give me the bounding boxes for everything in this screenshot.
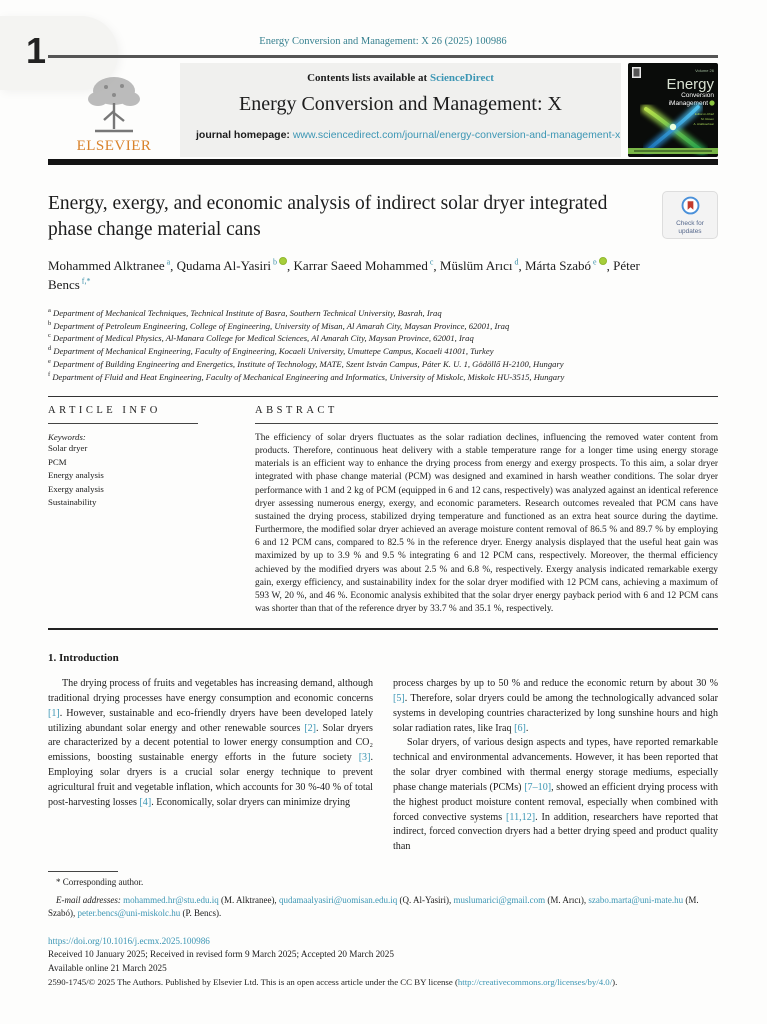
contents-line bbox=[307, 72, 494, 84]
journal-cover[interactable] bbox=[628, 63, 718, 157]
section-heading-introduction: 1. Introduction bbox=[48, 652, 119, 665]
keyword-item: Exergy analysis bbox=[48, 483, 104, 494]
journal-reference: Energy Conversion and Management: X 26 (2025) 100986 bbox=[259, 36, 507, 47]
email-addresses: E-mail addresses: mohammed.hr@stu.edu.iq (M. Alktranee), qudamaalyasiri@uomisan.edu.iq (Q. Al-Yasiri), muslumarici@gmail.com (M. Arıcı), szabo.marta@uni-mate.hu (M. Szabó), peter.bencs@uni-miskolc.hu (P. Bencs). bbox=[48, 894, 699, 919]
footnote-rule bbox=[48, 871, 118, 872]
inline-link[interactable]: http://creativecommons.org/licenses/by/4.0/ bbox=[457, 977, 613, 987]
journal-cover-art bbox=[628, 63, 718, 157]
affiliation-line: $^d$ Department of Mechanical Engineering, Faculty of Engineering, Kocaeli University, Umuttepe Campus, Kocaeli 41001, Turkey bbox=[48, 345, 494, 357]
inline-link[interactable]: mohammed.hr@stu.edu.iq bbox=[123, 894, 219, 905]
affiliation-line: $^b$ Department of Petroleum Engineering, College of Engineering, University of Misan, Al Amarah City, Maysan Province, 62001, Iraq bbox=[48, 319, 510, 331]
available-online: Available online 21 March 2025 bbox=[48, 963, 167, 974]
info-top-rule bbox=[48, 396, 718, 397]
received-dates: Received 10 January 2025; Received in revised form 9 March 2025; Accepted 20 March 2025 bbox=[48, 949, 394, 960]
body-column-left bbox=[48, 677, 373, 855]
inline-link[interactable]: [3] bbox=[358, 752, 371, 764]
title-row bbox=[48, 191, 718, 244]
top-rule bbox=[48, 55, 718, 58]
svg-text:iManagement: iManagement bbox=[668, 100, 708, 107]
inline-link[interactable]: qudamaalyasiri@uomisan.edu.iq bbox=[278, 894, 398, 905]
affiliation-line: $^e$ Department of Building Engineering and Energetics, Institute of Technology, MATE, Szent István Campus, Páter K. U. 1, Gödöllő H-2100, Hungary bbox=[48, 358, 564, 370]
author-name: Péter Bencs $^{f,*}$ bbox=[48, 257, 640, 292]
author-name: Qudama Al-Yasiri $^b$ bbox=[177, 258, 287, 273]
homepage-line bbox=[180, 129, 620, 141]
article-info-rule bbox=[48, 423, 198, 424]
body-column-right bbox=[393, 677, 718, 855]
elsevier-wordmark: ELSEVIER bbox=[76, 138, 152, 154]
article-title: Energy, exergy, and economic analysis of indirect solar dryer integrated phase change material cans bbox=[48, 193, 608, 241]
check-for-updates-badge[interactable] bbox=[662, 191, 718, 239]
article-info-abstract-row bbox=[48, 405, 718, 616]
doi-link[interactable]: https://doi.org/10.1016/j.ecmx.2025.100986 bbox=[48, 935, 210, 946]
masthead-center bbox=[180, 63, 621, 157]
inline-link[interactable]: [6] bbox=[514, 722, 526, 734]
inline-link[interactable]: [1] bbox=[48, 707, 60, 719]
elsevier-logo[interactable] bbox=[48, 63, 180, 157]
svg-text:M. Rosen: M. Rosen bbox=[701, 117, 714, 121]
masthead-journal-title: Energy Conversion and Management: X bbox=[239, 93, 562, 115]
keyword-item: Energy analysis bbox=[48, 470, 104, 481]
homepage-url-link[interactable]: www.sciencedirect.com/journal/energy-conversion-and-management-x bbox=[292, 129, 621, 141]
author-name: Müslüm Arıcı $^d$ bbox=[439, 257, 519, 273]
affiliation-line: $^f$ Department of Fluid and Heat Engineering, Faculty of Mechanical Engineering and Informatics, University of Miskolc, Miskolc HU-3515, Hungary bbox=[48, 371, 565, 383]
footer-block bbox=[48, 935, 718, 990]
abstract-bottom-rule bbox=[48, 628, 718, 630]
keyword-item: Sustainability bbox=[48, 497, 97, 508]
sciencedirect-link[interactable]: ScienceDirect bbox=[429, 72, 494, 84]
author-list: Mohammed Alktranee $^a$, Qudama Al-Yasiri $^b$ , Karrar Saeed Mohammed $^c$, Müslüm Arıcı $^d$, Márta Szabó $^e$ , Péter Bencs $^{f,*}$ bbox=[48, 257, 640, 292]
abstract-rule bbox=[255, 423, 718, 424]
check-updates-icon bbox=[681, 196, 700, 215]
keyword-item: Solar dryer bbox=[48, 442, 88, 453]
keyword-item: PCM bbox=[48, 456, 67, 467]
corresponding-author-note: * Corresponding author. bbox=[56, 877, 144, 888]
intro-paragraph-1: The drying process of fruits and vegetables has increasing demand, although traditional drying processes have energy consumption and economic concerns [1]. However, sustainable and eco-friendly dryers have been developed lately utilizing abundant solar energy and other renewable sources [2]. Solar dryers are characterized by a decent potential to lower energy consumption and CO₂ emissions, boosting sustainable energy efforts in the future society [3]. Employing solar dryers is a crucial solar energy technique to prevent agricultural fruit and vegetable inflation, which accounts for 30 %-40 % of total post-harvesting losses [4]. Economically, solar dryers can minimize drying bbox=[48, 678, 373, 808]
article-info-column bbox=[48, 405, 220, 616]
page-content bbox=[48, 0, 718, 989]
copyright-line: 2590-1745/© 2025 The Authors. Published by Elsevier Ltd. This is an open access article under the CC BY license (http://creativecommons.org/licenses/by/4.0/). bbox=[48, 977, 618, 987]
inline-link[interactable]: [2] bbox=[304, 722, 317, 734]
orcid-icon[interactable] bbox=[599, 257, 607, 265]
abstract-heading: ABSTRACT bbox=[255, 404, 338, 416]
inline-link[interactable]: [4] bbox=[139, 796, 152, 808]
inline-link[interactable]: [7–10] bbox=[524, 781, 552, 793]
page-number: 1 bbox=[26, 30, 47, 71]
affiliation-line: $^c$ Department of Medical Physics, Al-Manara College for Medical Sciences, Al Amarah City, Maysan Province, 62001, Iraq bbox=[48, 332, 474, 344]
inline-link[interactable]: [5] bbox=[393, 693, 405, 704]
author-name: Karrar Saeed Mohammed $^c$ bbox=[293, 257, 434, 273]
body-columns bbox=[48, 677, 718, 855]
svg-text:A. Arabkoohsar: A. Arabkoohsar bbox=[693, 122, 714, 126]
keywords-label: Keywords: bbox=[48, 431, 86, 442]
author-name: Mohammed Alktranee $^a$ bbox=[48, 257, 171, 273]
svg-text:Energy: Energy bbox=[666, 76, 714, 93]
abstract-column bbox=[255, 405, 718, 616]
inline-link[interactable]: muslumarici@gmail.com bbox=[453, 894, 546, 905]
intro-paragraph-1-continued: process charges by up to 50 % and reduce the economic return by about 30 % [5]. Therefore, solar dryers could be among the technologically advanced solar systems in developing countries characterized by long sunshine hours and high solar radiation rates, like Iraq [6]. bbox=[393, 678, 718, 734]
keywords-list bbox=[48, 442, 220, 510]
svg-text:Conversion: Conversion bbox=[681, 92, 714, 99]
contents-prefix: Contents lists available at bbox=[307, 72, 430, 84]
check-updates-label: Check for updates bbox=[676, 220, 704, 236]
affiliation-list bbox=[48, 307, 718, 384]
masthead-divider-bar bbox=[48, 159, 718, 165]
svg-text:Volume 26: Volume 26 bbox=[695, 68, 714, 73]
masthead bbox=[48, 63, 718, 157]
orcid-icon[interactable] bbox=[279, 257, 287, 265]
article-info-heading: ARTICLE INFO bbox=[48, 404, 161, 416]
elsevier-tree-icon bbox=[83, 73, 145, 137]
inline-link[interactable]: peter.bencs@uni-miskolc.hu bbox=[77, 908, 181, 919]
inline-link[interactable]: szabo.marta@uni-mate.hu bbox=[588, 894, 684, 905]
affiliation-line: $^a$ Department of Mechanical Techniques, Technical Institute of Basra, Southern Technical University, Basrah, Iraq bbox=[48, 306, 442, 318]
svg-text:Editor-in-Chief: Editor-in-Chief bbox=[694, 112, 714, 116]
abstract-text: The efficiency of solar dryers fluctuates as the solar radiation declines, influencing the removed water content from products. Therefore, continuous heat delivery with a stable temperature range for a longer time using energy storage materials is an efficient way to enhance the drying process from energy and exergy prospects. To this aim, a solar dryer integrated with phase change material (PCM) was designed and examined in harsh weather conditions. The solar dryer performance with 1 and 2 kg of PCM (equipped in 6 and 12 cans, respectively) was analyzed against an identical reference dryer assessing numerous energy, exergy, and economic parameters. Research outcomes revealed that PCM cans have sustained the drying process, stabilized drying temperature and functioned as an extra heat source during the daytime. Furthermore, the modified solar dryer achieved an average moisture content removal of 86.5 % and 89.7 % by employing 6 and 12 PCM cans, compared to 82.5 % in the reference dryer. Energy analysis displayed that the useful heat gain was maximized by up to 3.9 % and 9.5 % integrating 6 and 12 PCM cans, respectively. Moreover, the thermal efficiency achieved by the modified dryers was about 2.5 % and 6.8 %, respectively. Exergy analysis indicated remarkable exergy gain, exergy efficiency, and sustainability index for the solar dryer modified with 12 PCM cans, achieving a maximum of 593 W, 20 %, and 46 %. Economic analysis exhibited that the solar dryer energy payback period with 6 and 12 PCM cans was shorter than that of the reference dryer by 33.7 % and 35.1 %, respectively. bbox=[255, 432, 718, 615]
inline-link[interactable]: [11,12] bbox=[506, 811, 536, 823]
intro-paragraph-2: Solar dryers, of various design aspects and types, have reported remarkable technical and environmental advancements. However, it has been reported that the solar dryer combined with thermal energy storage mediums, especially phase change materials (PCMs) [7–10], showed an efficient drying process with the highest product moisture content removal, especially when combined with forced convective systems [11,12]. In addition, researchers have reported that indirect, forced convection dryers had a better drying speed and product quality than bbox=[393, 737, 719, 853]
author-name: Márta Szabó $^e$ bbox=[525, 258, 607, 273]
homepage-label: journal homepage: bbox=[196, 129, 293, 141]
